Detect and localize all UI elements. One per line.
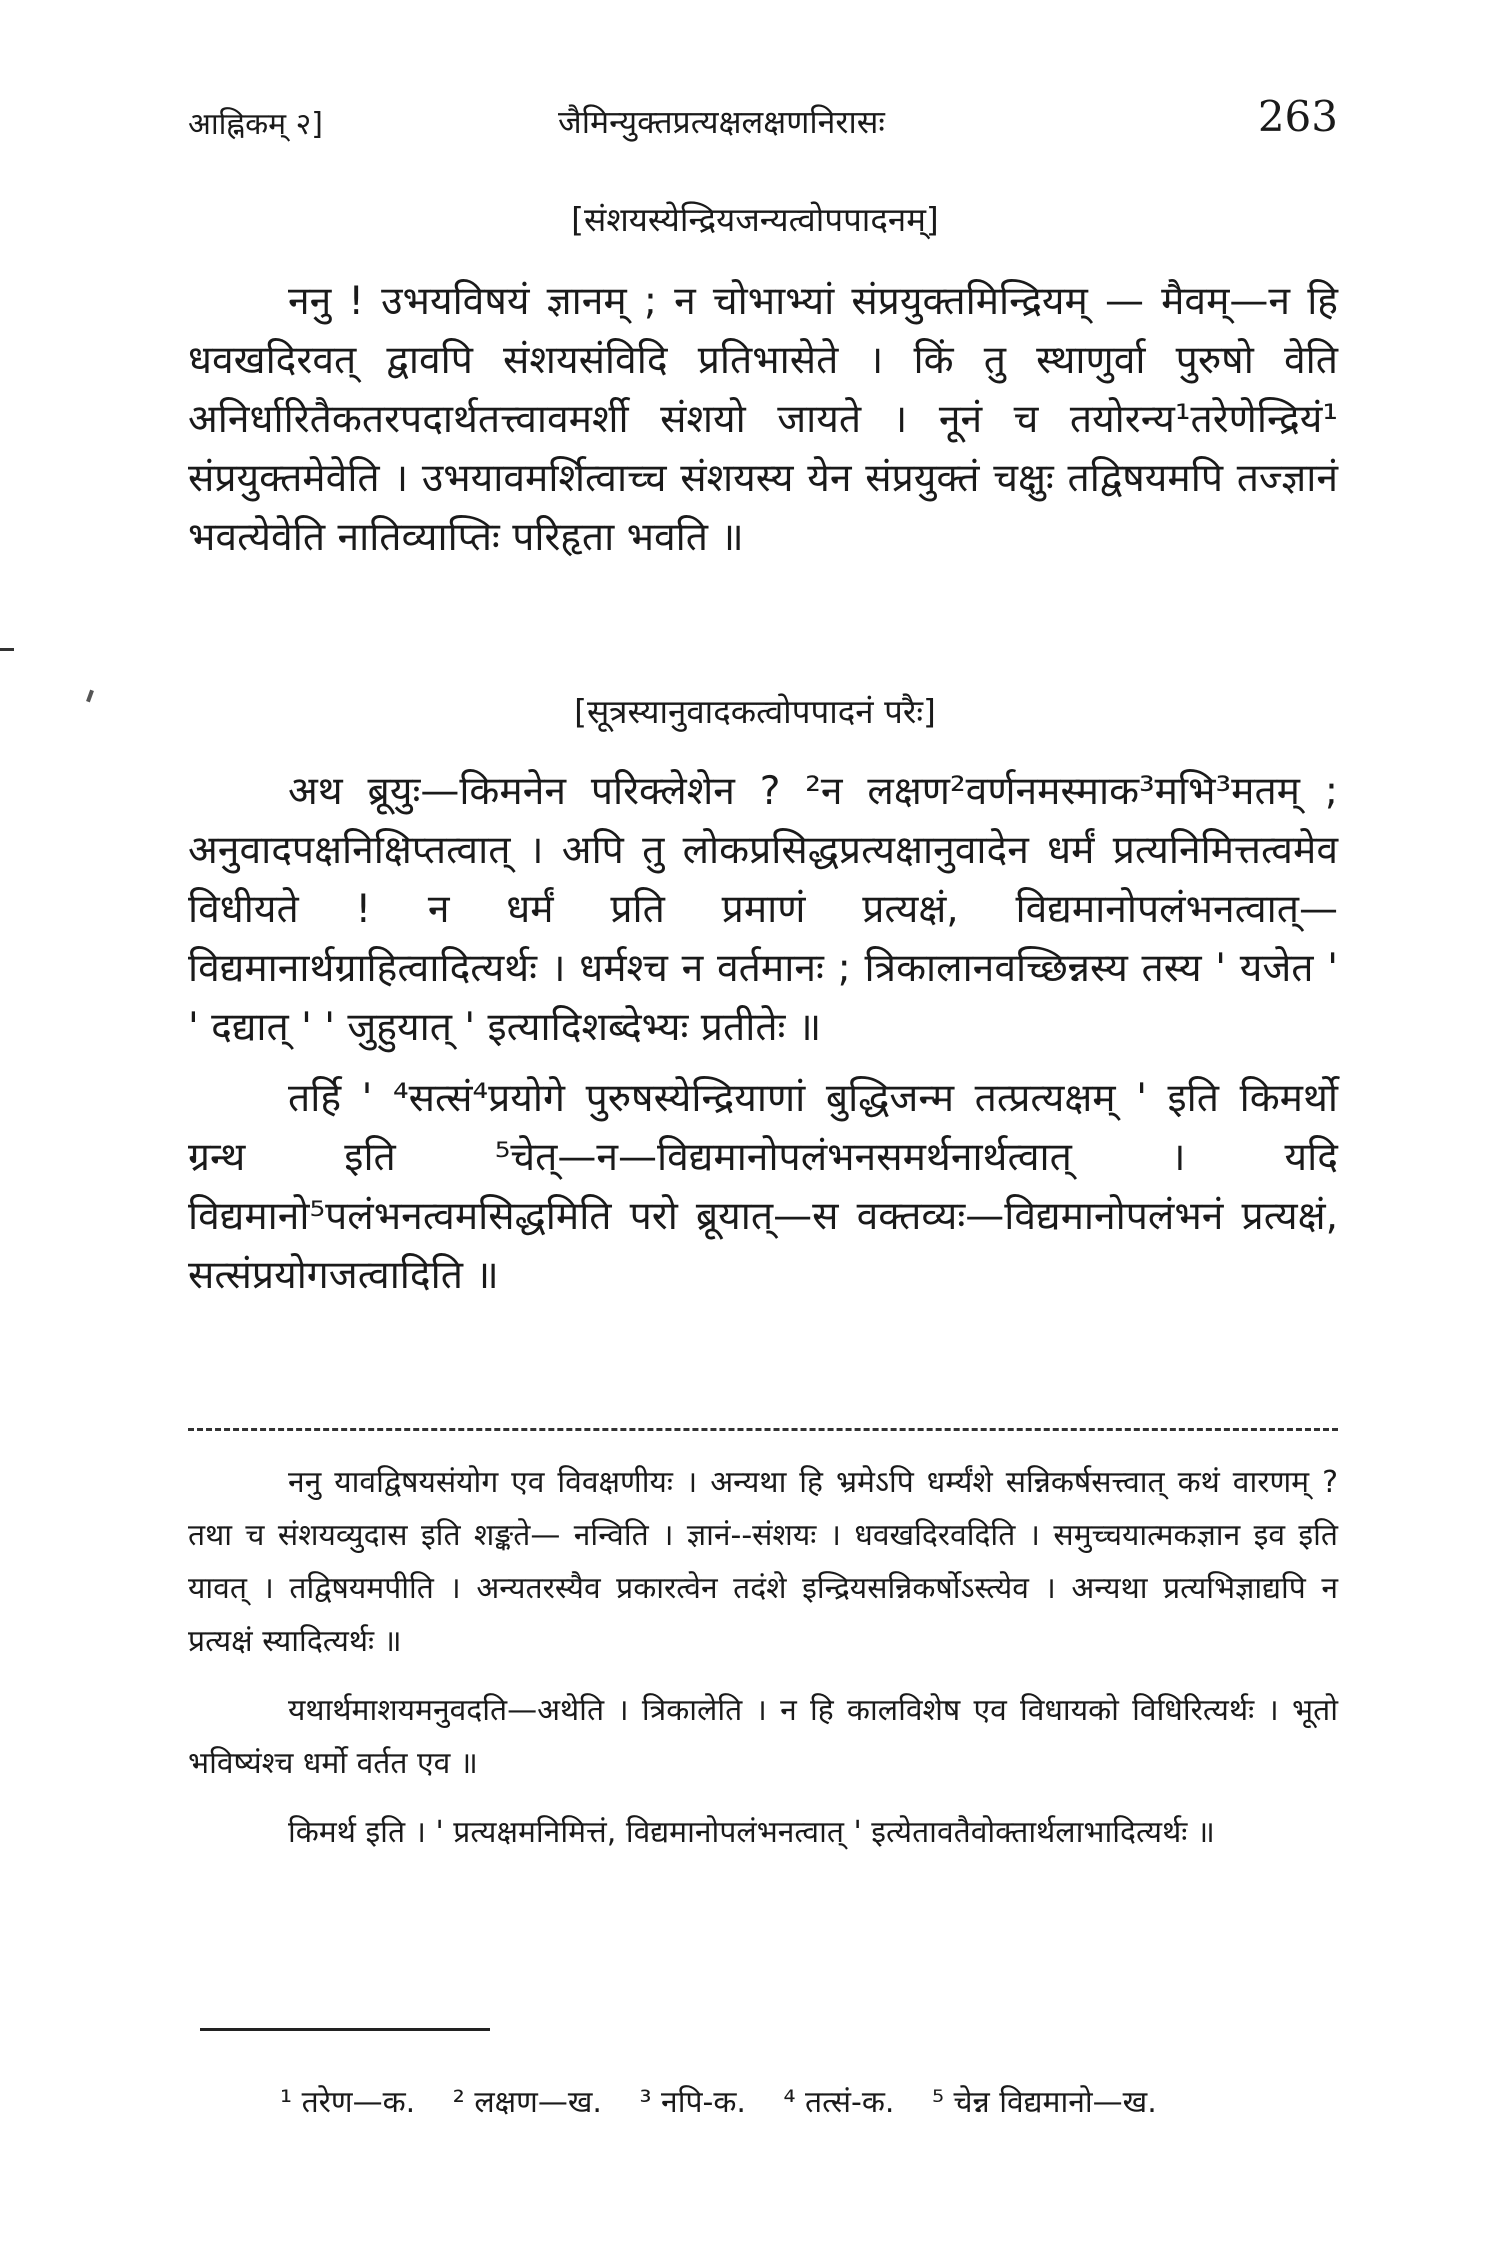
- section-heading-2: [सूत्रस्यानुवादकत्वोपपादनं परैः]: [574, 692, 936, 731]
- running-head: [188, 92, 1338, 152]
- section-1-body: [188, 272, 1338, 567]
- footnotes: [280, 2080, 1360, 2121]
- commentary-paragraph: यथार्थमाशयमनुवदति—अथेति । त्रिकालेति । न हि कालविशेष एव विधायको विधिरित्यर्थः । भूतो भविष्यंश्च धर्मो वर्तत एव ॥: [188, 1693, 1338, 1781]
- section-2-body: [188, 762, 1338, 1305]
- footnote: ⁵ चेन्न विद्यमानो—ख.: [931, 2085, 1157, 2120]
- running-title: जैमिन्युक्तप्रत्यक्षलक्षणनिरासः: [558, 103, 885, 141]
- paragraph: ननु ! उभयविषयं ज्ञानम् ; न चोभाभ्यां संप्रयुक्तमिन्द्रियम् — मैवम्—न हि धवखदिरवत् द्वावपि संशयसंविदि प्रतिभासेते । किं तु स्थाणुर्वा पुरुषो वेति अनिर्धारितैकतरपदार्थतत्त्वावमर्शी संशयो जायते । नूनं च तयोरन्य¹तरेणेन्द्रियं¹ संप्रयुक्तमेवेति । उभयावमर्शित्वाच्च संशयस्य येन संप्रयुक्तं चक्षुः तद्विषयमपि तज्ज्ञानं भवत्येवेति नातिव्याप्तिः परिहृता भवति ॥: [188, 279, 1338, 560]
- footnote: ¹ तरेण—क.: [280, 2085, 416, 2120]
- chapter-label: आह्निकम् २]: [188, 107, 323, 142]
- page-number: 263: [1257, 92, 1338, 141]
- commentary-divider: [188, 1428, 1338, 1431]
- paragraph: तर्हि ' ⁴सत्सं⁴प्रयोगे पुरुषस्येन्द्रियाणां बुद्धिजन्म तत्प्रत्यक्षम् ' इति किमर्थो ग्रन्थ इति ⁵चेत्—न—विद्यमानोपलंभनसमर्थनार्थत्वात् । यदि विद्यमानो⁵पलंभनत्वमसिद्धमिति परो ब्रूयात्—स वक्तव्यः—विद्यमानोपलंभनं प्रत्यक्षं, सत्संप्रयोगजत्वादिति ॥: [188, 1076, 1338, 1298]
- footnote-rule: [200, 2028, 490, 2031]
- commentary-body: [188, 1456, 1338, 1859]
- commentary-paragraph: ननु यावद्विषयसंयोग एव विवक्षणीयः । अन्यथा हि भ्रमेऽपि धर्म्यंशे सन्निकर्षसत्त्वात् कथं वारणम् ? तथा च संशयव्युदास इति शङ्कते— नन्विति । ज्ञानं--संशयः । धवखदिरवदिति । समुच्चयात्मकज्ञान इव इति यावत् । तद्विषयमपीति । अन्यतरस्यैव प्रकारत्वेन तदंशे इन्द्रियसन्निकर्षोऽस्त्येव । अन्यथा प्रत्यभिज्ञाद्यपि न प्रत्यक्षं स्यादित्यर्थः ॥: [188, 1465, 1338, 1659]
- commentary-paragraph: किमर्थ इति । ' प्रत्यक्षमनिमित्तं, विद्यमानोपलंभनत्वात् ' इत्येतावतैवोक्तार्थलाभादित्यर्थः ॥: [288, 1815, 1215, 1850]
- margin-mark: [0, 648, 14, 651]
- footnote: ⁴ तत्सं-क.: [783, 2085, 895, 2120]
- section-heading-1: [संशयस्येन्द्रियजन्यत्वोपपादनम्]: [571, 200, 939, 239]
- footnote: ³ नपि-क.: [639, 2085, 746, 2120]
- paragraph: अथ ब्रूयुः—किमनेन परिक्लेशेन ? ²न लक्षण²वर्णनमस्माक³मभि³मतम् ; अनुवादपक्षनिक्षिप्तत्वात् । अपि तु लोकप्रसिद्धप्रत्यक्षानुवादेन धर्मं प्रत्यनिमित्तत्वमेव विधीयते ! न धर्मं प्रति प्रमाणं प्रत्यक्षं, विद्यमानोपलंभनत्वात्—विद्यमानार्थग्राहित्वादित्यर्थः । धर्मश्च न वर्तमानः ; त्रिकालानवच्छिन्नस्य तस्य ' यजेत ' ' दद्यात् ' ' जुहुयात् ' इत्यादिशब्देभ्यः प्रतीतेः ॥: [188, 769, 1338, 1050]
- footnote: ² लक्षण—ख.: [452, 2085, 602, 2120]
